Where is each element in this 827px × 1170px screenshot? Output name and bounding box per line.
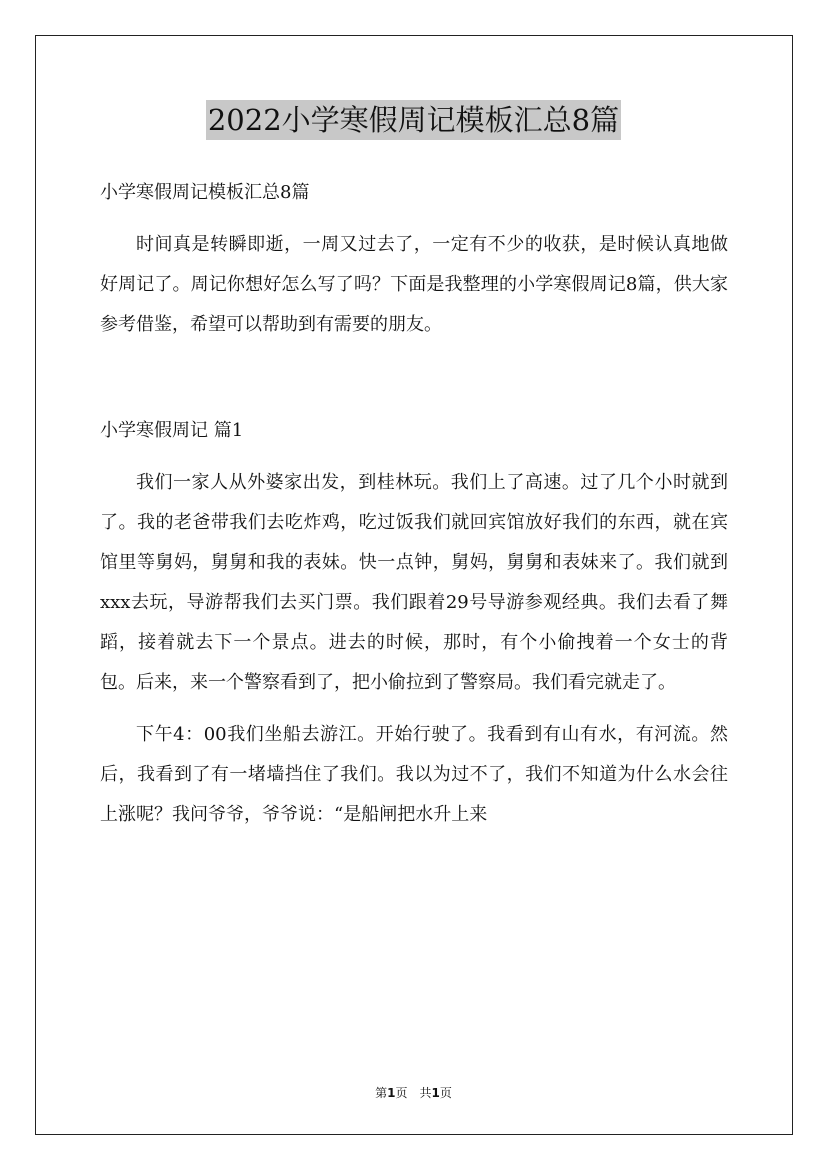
document-subtitle: 小学寒假周记模板汇总8篇 [100,182,310,203]
body-paragraph-1: 我们一家人从外婆家出发，到桂林玩。我们上了高速。过了几个小时就到了。我的老爸带我们去吃炸鸡，吃过饭我们就回宾馆放好我们的东西，就在宾馆里等舅妈，舅舅和我的表妹。快一点钟，舅妈，舅舅和表妹来了。我们就到xxx去玩，导游帮我们去买门票。我们跟着29号导游参观经典。我们去看了舞蹈，接着就去下一个景点。进去的时候，那时，有个小偷拽着一个女士的背包。后来，来一个警察看到了，把小偷拉到了警察局。我们看完就走了。 [100,472,728,693]
intro-paragraph: 时间真是转瞬即逝，一周又过去了，一定有不少的收获，是时候认真地做好周记了。周记你想好怎么写了吗？下面是我整理的小学寒假周记8篇，供大家参考借鉴，希望可以帮助到有需要的朋友。 [100,234,728,335]
section-heading: 小学寒假周记 篇1 [100,420,244,441]
document-body [100,175,728,835]
page-total: 共1页 [419,1086,452,1100]
page-number: 第1页 [375,1086,408,1100]
body-paragraph-2: 下午4：00我们坐船去游江。开始行驶了。我看到有山有水，有河流。然后，我看到了有一堵墙挡住了我们。我以为过不了，我们不知道为什么水会往上涨呢？我问爷爷，爷爷说：“是船闸把水升上来 [100,724,728,825]
title-container [0,100,827,140]
document-title: 2022小学寒假周记模板汇总8篇 [206,100,621,140]
page-footer [0,1085,827,1101]
